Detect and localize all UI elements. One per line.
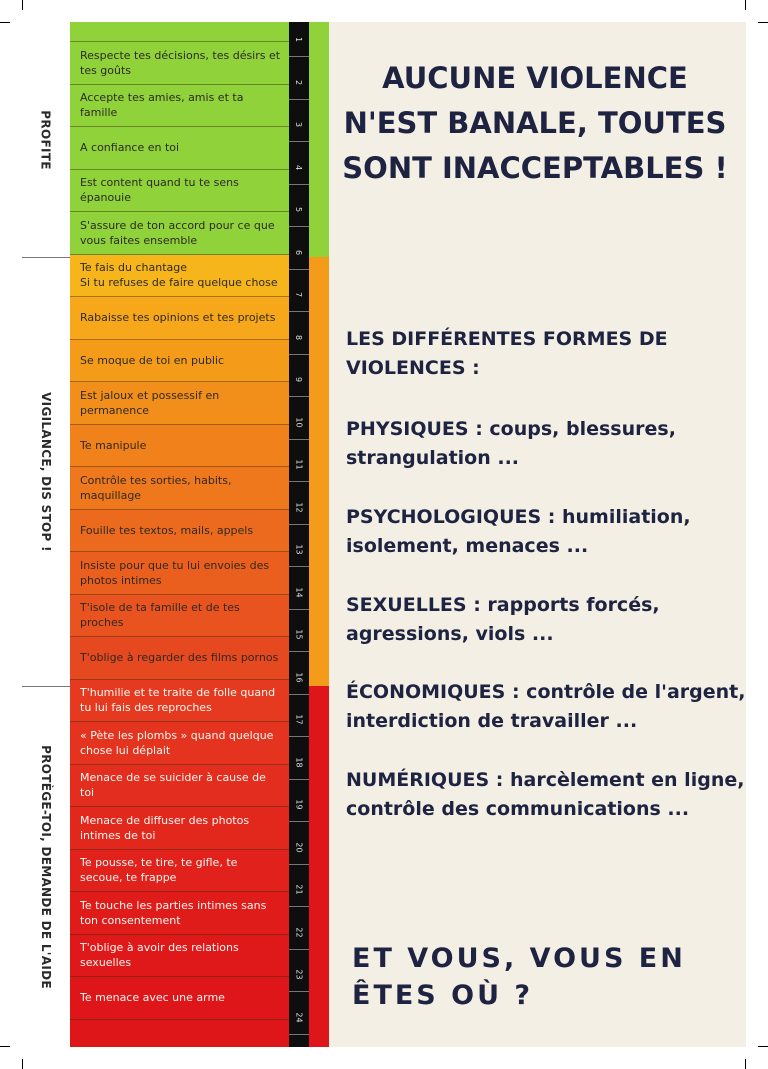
ladder-item-text: T'isole de ta famille et de tes proches: [80, 601, 240, 630]
ladder-item: [70, 425, 289, 468]
ladder-number-text: 14: [294, 586, 304, 598]
ladder-number: [289, 545, 309, 554]
crop-mark: [758, 1046, 768, 1047]
ladder-number-text: 1: [294, 36, 304, 43]
ladder-item-text: S'assure de ton accord pour ce que vous faites ensemble: [80, 218, 275, 247]
ladder-item-text: Te fais du chantage Si tu refuses de faire quelque chose: [80, 261, 278, 290]
ladder-number-text: 22: [294, 926, 304, 938]
ladder-item: [70, 510, 289, 553]
form-numeriques: NUMÉRIQUES : harcèlement en ligne, contrôle des communications ...: [346, 769, 745, 820]
ladder-number: [289, 35, 309, 44]
ladder-item-text: T'oblige à avoir des relations sexuelles: [80, 941, 239, 970]
ladder-item-text: Fouille tes textos, mails, appels: [80, 523, 254, 537]
ladder-item: [70, 85, 289, 128]
ladder-item-text: Te pousse, te tire, te gifle, te secoue, te frappe: [80, 856, 238, 885]
ladder-item: [70, 127, 289, 170]
ladder-tick: [289, 1034, 309, 1035]
form-psychologiques: PSYCHOLOGIQUES : humiliation, isolement, menaces ...: [346, 506, 691, 557]
ladder-tick: [289, 184, 309, 185]
color-strip-segment: [309, 686, 329, 1047]
ladder-number: [289, 843, 309, 852]
section-label: PROFITE: [39, 109, 54, 170]
ladder-item: [70, 807, 289, 850]
ladder-number: [289, 78, 309, 87]
form-sexuelles: SEXUELLES : rapports forcés, agressions, viols ...: [346, 594, 660, 645]
ladder-item-text: Est content quand tu te sens épanouie: [80, 176, 239, 205]
ladder-item-text: Accepte tes amies, amis et ta famille: [80, 91, 244, 120]
ladder-tick: [289, 396, 309, 397]
ladder-number-text: 20: [294, 841, 304, 853]
ladder-number-text: 19: [294, 799, 304, 810]
ladder-number-text: 9: [294, 376, 304, 383]
ladder-tick: [289, 524, 309, 525]
ladder-item-text: Contrôle tes sorties, habits, maquillage: [80, 473, 232, 502]
closing-question: ET VOUS, VOUS EN ÊTES OÙ ?: [352, 943, 686, 1011]
ladder-tick: [289, 779, 309, 780]
ladder-item-text: Te touche les parties intimes sans ton consentement: [80, 898, 267, 927]
ladder-number-text: 23: [294, 969, 304, 980]
ladder-number: [289, 1013, 309, 1022]
ladder-tick: [289, 821, 309, 822]
color-strip-segment: [309, 22, 329, 257]
violence-ladder: [70, 22, 289, 1047]
ladder-item: [70, 297, 289, 340]
ladder-number-text: 11: [294, 459, 304, 470]
ladder-tick: [289, 56, 309, 57]
ladder-item: [70, 977, 289, 1020]
ladder-item-text: « Pète les plombs » quand quelque chose lui déplait: [80, 728, 274, 757]
ladder-number: [289, 928, 309, 937]
ladder-item-text: A confiance en toi: [80, 141, 180, 155]
ladder-tick: [289, 269, 309, 270]
ladder-item: [70, 255, 289, 298]
ladder-number: [289, 630, 309, 639]
ladder-item: [70, 552, 289, 595]
ladder-number-text: 21: [294, 884, 304, 895]
ladder-item: [70, 467, 289, 510]
ladder-number-text: 8: [294, 334, 304, 340]
ladder-tick: [289, 906, 309, 907]
ladder-tick: [289, 949, 309, 950]
ladder-tick: [289, 354, 309, 355]
color-strip-segment: [309, 257, 329, 686]
ladder-number-text: 3: [294, 121, 304, 128]
crop-mark: [745, 1059, 746, 1069]
ladder-number: [289, 503, 309, 512]
ladder-number-text: 24: [294, 1011, 304, 1023]
ladder-number-text: 10: [294, 416, 304, 428]
ladder-number-text: 18: [294, 756, 304, 768]
section-label: VIGILANCE, DIS STOP !: [39, 392, 53, 552]
crop-mark: [0, 22, 10, 23]
forms-title: LES DIFFÉRENTES FORMES DE VIOLENCES :: [346, 328, 668, 379]
ladder-item: [70, 765, 289, 808]
ladder-tick: [289, 864, 309, 865]
ladder-item-text: Se moque de toi en public: [80, 353, 225, 367]
section-label: PROTÈGE-TOI, DEMANDE DE L'AIDE: [39, 745, 53, 989]
crop-mark: [758, 22, 768, 23]
headline: AUCUNE VIOLENCE N'EST BANALE, TOUTES SONT INACCEPTABLES !: [342, 61, 728, 185]
ladder-number-text: 16: [294, 671, 304, 683]
ladder-item: [70, 680, 289, 723]
crop-mark: [22, 0, 23, 10]
ladder-item: [70, 42, 289, 85]
ladder-tick: [289, 439, 309, 440]
ladder-item: [70, 892, 289, 935]
ladder-item: [70, 382, 289, 425]
ladder-item: [70, 170, 289, 213]
ladder-number-text: 4: [294, 164, 304, 170]
ladder-number: [289, 800, 309, 809]
ladder-tick: [289, 609, 309, 610]
ladder-tick: [289, 694, 309, 695]
ladder-item: [70, 935, 289, 978]
ladder-number-text: 12: [294, 501, 304, 513]
ladder-number: [289, 588, 309, 597]
ladder-item-text: Rabaisse tes opinions et tes projets: [80, 311, 276, 325]
ladder-number-text: 2: [294, 79, 304, 85]
section-vigilance: [22, 258, 70, 686]
ladder-number: [289, 460, 309, 469]
section-protege: [22, 687, 70, 1047]
ladder-bottom-band: [70, 1020, 289, 1048]
ladder-item: [70, 340, 289, 383]
crop-mark: [0, 1046, 10, 1047]
ladder-item: [70, 722, 289, 765]
ladder-item-text: Menace de se suicider à cause de toi: [80, 771, 266, 800]
ladder-item-text: T'oblige à regarder des films pornos: [80, 651, 279, 665]
ladder-item-text: Te menace avec une arme: [80, 991, 225, 1005]
ladder-tick: [289, 481, 309, 482]
ladder-number-text: 13: [294, 544, 304, 555]
ladder-item-text: Te manipule: [80, 438, 147, 452]
ladder-number: [289, 163, 309, 172]
ladder-item-text: T'humilie et te traite de folle quand tu lui fais des reproches: [80, 686, 276, 715]
ladder-top-band: [70, 22, 289, 42]
ladder-number-text: 5: [294, 206, 304, 213]
ladder-tick: [289, 311, 309, 312]
ladder-number: [289, 885, 309, 894]
ladder-number-text: 15: [294, 629, 304, 640]
ladder-number: [289, 715, 309, 724]
ladder-number: [289, 290, 309, 299]
ladder-number: [289, 758, 309, 767]
ladder-tick: [289, 651, 309, 652]
form-physiques: PHYSIQUES : coups, blessures, strangulation ...: [346, 418, 676, 469]
ladder-tick: [289, 566, 309, 567]
ladder-item: [70, 850, 289, 893]
ladder-item: [70, 637, 289, 680]
ladder-number: [289, 673, 309, 682]
ladder-tick: [289, 736, 309, 737]
ladder-item-text: Est jaloux et possessif en permanence: [80, 388, 220, 417]
ladder-item: [70, 595, 289, 638]
ladder-item: [70, 212, 289, 255]
ladder-number: [289, 205, 309, 214]
ladder-number: [289, 418, 309, 427]
ladder-tick: [289, 991, 309, 992]
crop-mark: [22, 1059, 23, 1069]
ladder-number-text: 7: [294, 291, 304, 298]
crop-mark: [745, 0, 746, 10]
ladder-item-text: Menace de diffuser des photos intimes de toi: [80, 813, 250, 842]
ladder-number: [289, 333, 309, 342]
form-economiques: ÉCONOMIQUES : contrôle de l'argent, interdiction de travailler ...: [346, 681, 746, 732]
ladder-number: [289, 375, 309, 384]
ladder-item-text: Respecte tes décisions, tes désirs et tes goûts: [80, 48, 281, 77]
ladder-number-text: 17: [294, 714, 304, 725]
ladder-number: [289, 248, 309, 257]
ladder-tick: [289, 99, 309, 100]
ladder-number-text: 6: [294, 249, 304, 255]
ladder-tick: [289, 141, 309, 142]
section-profite: [22, 22, 70, 257]
ladder-number: [289, 120, 309, 129]
ladder-tick: [289, 226, 309, 227]
ladder-number: [289, 970, 309, 979]
ladder-item-text: Insiste pour que tu lui envoies des photos intimes: [80, 558, 270, 587]
